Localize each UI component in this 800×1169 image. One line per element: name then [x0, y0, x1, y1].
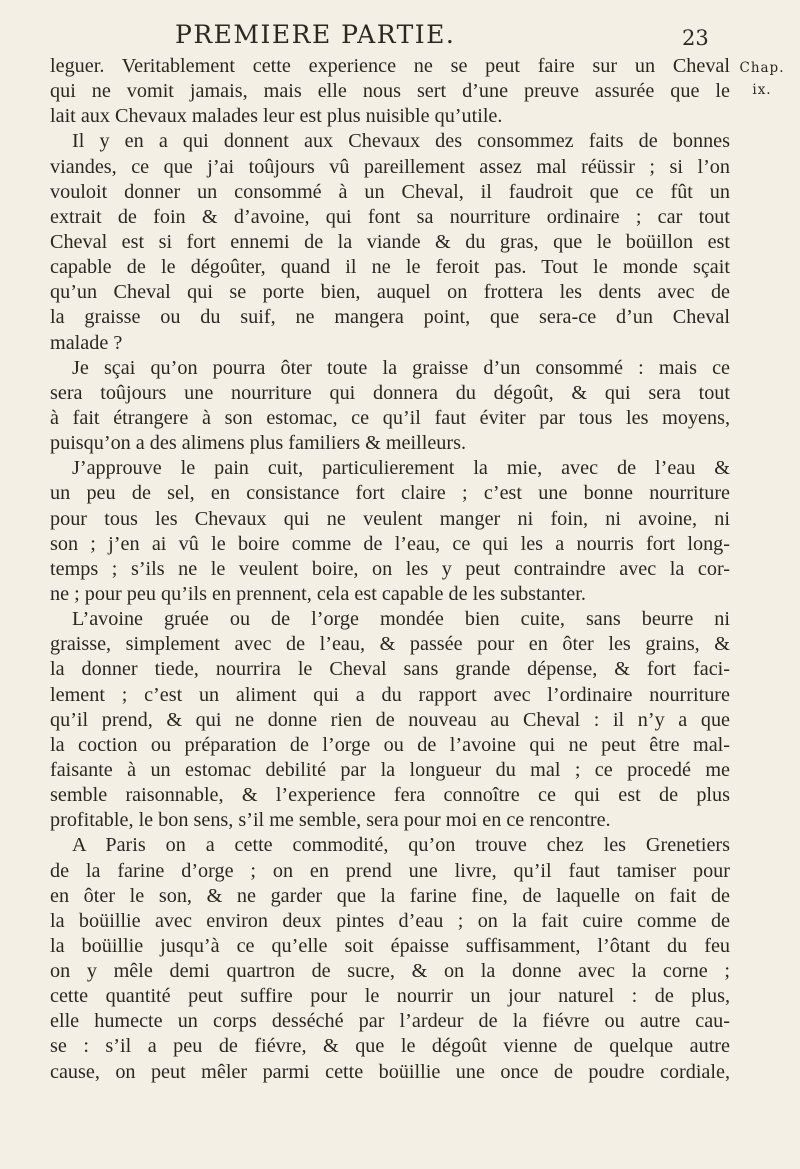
text-line: Il y en a qui donnent aux Chevaux des consommez faits de bonnes — [72, 130, 730, 153]
text-line: puisqu’on a des alimens plus familiers & meilleurs. — [50, 432, 467, 455]
text-line: se : s’il a peu de fiévre, & que le dégoût vienne de quelque autre — [50, 1035, 730, 1058]
text-line: son ; j’en ai vû le boire comme de l’eau, ce qui les a nourris fort long- — [50, 532, 730, 555]
text-line: viandes, ce que j’ai toûjours vû pareillement assez mal réüssir ; si l’on — [50, 155, 730, 178]
chapter-margin-note — [732, 57, 792, 101]
text-line: malade ? — [50, 331, 123, 354]
text-line: profitable, le bon sens, s’il me semble, sera pour moi en ce rencontre. — [50, 809, 611, 832]
text-line: qu’un Cheval qui se porte bien, auquel on frottera les dents avec de — [50, 281, 730, 304]
text-line: un peu de sel, en consistance fort claire ; c’est une bonne nourriture — [50, 482, 730, 505]
text-line: cette quantité peut suffire pour le nourrir un jour naturel : de plus, — [50, 985, 730, 1008]
text-line: vouloit donner un consommé à un Cheval, il faudroit que ce fût un — [50, 180, 730, 203]
text-line: la donner tiede, nourrira le Cheval sans grande dépense, & fort faci- — [50, 658, 730, 681]
text-line: la graisse ou du suif, ne mangera point, que sera-ce d’un Cheval — [50, 306, 730, 329]
text-line: A Paris on a cette commodité, qu’on trouve chez les Grenetiers — [72, 834, 730, 857]
text-line: semble raisonnable, & l’experience fera connoître ce qui est de plus — [50, 784, 730, 807]
text-line: Cheval est si fort ennemi de la viande & du gras, que le boüillon est — [50, 230, 730, 253]
text-line: on y mêle demi quartron de sucre, & on la donne avec la corne ; — [50, 960, 730, 983]
text-line: ne ; pour peu qu’ils en prennent, cela est capable de les substanter. — [50, 582, 586, 605]
text-line: lait aux Chevaux malades leur est plus nuisible qu’utile. — [50, 105, 503, 128]
text-line: leguer. Veritablement cette experience ne se peut faire sur un Cheval — [50, 55, 730, 77]
text-line: la coction ou préparation de l’orge ou de l’avoine qui ne peut être mal- — [50, 733, 730, 756]
text-line: capable de le dégoûter, quand il ne le feroit pas. Tout le monde sçait — [50, 256, 730, 279]
text-line: extrait de foin & d’avoine, qui font sa nourriture ordinaire ; car tout — [50, 205, 730, 228]
text-line: L’avoine gruée ou de l’orge mondée bien cuite, sans beurre ni — [72, 608, 730, 631]
running-head: PREMIERE PARTIE. — [175, 20, 456, 49]
text-line: en ôter le son, & ne garder que la farine fine, de laquelle on fait de — [50, 884, 730, 907]
text-line: Je sçai qu’on pourra ôter toute la graisse d’un consommé : mais ce — [72, 356, 730, 379]
text-line: cause, on peut mêler parmi cette boüillie une once de poudre cordiale, — [50, 1060, 730, 1083]
text-line: la boüillie jusqu’à ce qu’elle soit épaisse suffisamment, l’ôtant du feu — [50, 934, 730, 957]
text-line: à fait étrangere à son estomac, ce qu’il faut éviter par tous les moyens, — [50, 406, 730, 429]
text-line: temps ; s’ils ne le veulent boire, on les y peut contraindre avec la cor- — [50, 557, 730, 580]
text-line: la boüillie avec environ deux pintes d’eau ; on la fait cuire comme de — [50, 909, 730, 932]
chapter-label: Chap. — [739, 60, 785, 76]
chapter-number: ix. — [752, 82, 772, 98]
text-line: de la farine d’orge ; on en prend une livre, qu’il faut tamiser pour — [50, 859, 730, 882]
page-number: 23 — [682, 26, 709, 50]
text-line: faisante à un estomac debilité par la longueur du mal ; ce procedé me — [50, 758, 730, 781]
text-line: elle humecte un corps desséché par l’ardeur de la fiévre ou autre cau- — [50, 1010, 730, 1033]
text-line: J’approuve le pain cuit, particulierement la mie, avec de l’eau & — [72, 457, 730, 480]
text-line: pour tous les Chevaux qui ne veulent manger ni foin, ni avoine, ni — [50, 507, 730, 530]
text-line: qu’il prend, & qui ne donne rien de nouveau au Cheval : il n’y a que — [50, 708, 730, 731]
text-line: qui ne vomit jamais, mais elle nous sert d’une preuve assurée que le — [50, 80, 730, 103]
text-line: lement ; c’est un aliment qui a du rapport avec l’ordinaire nourriture — [50, 683, 730, 706]
text-line: sera toûjours une nourriture qui donnera du dégoût, & qui sera tout — [50, 381, 730, 404]
text-line: graisse, simplement avec de l’eau, & passée pour en ôter les grains, & — [50, 633, 730, 656]
body-text — [50, 54, 730, 1085]
